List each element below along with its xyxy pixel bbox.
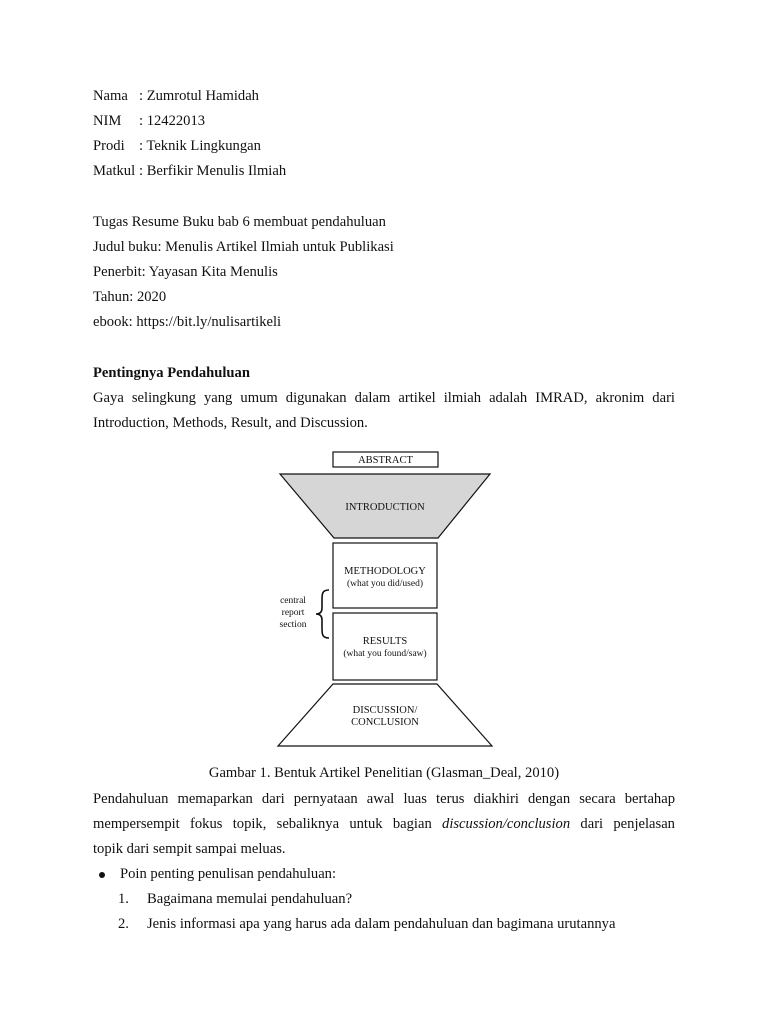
abstract-label: ABSTRACT xyxy=(358,455,413,466)
paragraph-2-line-2 xyxy=(93,814,675,834)
paragraph-1-line-2: Introduction, Methods, Result, and Discussion. xyxy=(93,415,368,431)
results-sublabel: (what you found/saw) xyxy=(343,649,427,659)
paragraph-2-line-1: Pendahuluan memaparkan dari pernyataan awal luas terus diakhiri dengan secara bertahap xyxy=(93,791,675,807)
imrad-figure xyxy=(260,448,510,753)
task-line: Tugas Resume Buku bab 6 membuat pendahuluan xyxy=(93,214,386,230)
book-title-line: Judul buku: Menulis Artikel Ilmiah untuk Publikasi xyxy=(93,239,394,255)
identity-label: Prodi xyxy=(93,138,125,154)
numbered-item-1-text: Bagaimana memulai pendahuluan? xyxy=(147,891,353,907)
results-label: RESULTS xyxy=(362,636,408,647)
paragraph-2-line-3: topik dari sempit sampai meluas. xyxy=(93,841,286,857)
side-label-section: section xyxy=(279,620,307,630)
side-label-report: report xyxy=(281,608,305,618)
identity-label: NIM xyxy=(93,113,122,129)
identity-label: Nama xyxy=(93,88,128,104)
paragraph-2-line-2-b: dari penjelasan xyxy=(580,816,675,832)
bullet-main-text: Poin penting penulisan pendahuluan: xyxy=(120,866,337,882)
paragraph-1-line-1: Gaya selingkung yang umum digunakan dalam artikel ilmiah adalah IMRAD, akronim dari xyxy=(93,390,675,406)
figure-caption: Gambar 1. Bentuk Artikel Penelitian (Glasman_Deal, 2010) xyxy=(208,765,560,781)
methodology-sublabel: (what you did/used) xyxy=(347,579,423,589)
numbered-item-1-number: 1. xyxy=(118,891,129,907)
publisher-line: Penerbit: Yayasan Kita Menulis xyxy=(93,264,278,280)
section-heading: Pentingnya Pendahuluan xyxy=(93,365,250,381)
identity-row-nim xyxy=(93,111,205,131)
introduction-label: INTRODUCTION xyxy=(345,502,425,513)
year-line: Tahun: 2020 xyxy=(93,289,167,305)
numbered-item-2-number: 2. xyxy=(118,916,129,932)
paragraph-2-line-2-a: mempersempit fokus topik, sebaliknya untuk bagian xyxy=(93,816,432,832)
identity-value: : Zumrotul Hamidah xyxy=(139,88,259,104)
identity-row-prodi xyxy=(93,136,261,156)
identity-value: : Berfikir Menulis Ilmiah xyxy=(139,163,287,179)
identity-value: : 12422013 xyxy=(139,113,206,129)
identity-row-matkul xyxy=(93,161,286,181)
discussion-conclusion-term: discussion/conclusion xyxy=(442,816,571,832)
side-label-central: central xyxy=(280,596,306,606)
identity-label: Matkul xyxy=(93,163,136,179)
methodology-label: METHODOLOGY xyxy=(344,566,426,577)
bullet-icon xyxy=(99,872,105,878)
numbered-item-2-text: Jenis informasi apa yang harus ada dalam pendahuluan dan bagimana urutannya xyxy=(147,916,616,932)
identity-row-nama xyxy=(93,86,259,106)
brace-icon xyxy=(316,590,329,638)
discussion-label-1: DISCUSSION/ xyxy=(352,705,418,716)
ebook-line: ebook: https://bit.ly/nulisartikeli xyxy=(93,314,282,330)
identity-value: : Teknik Lingkungan xyxy=(139,138,261,154)
discussion-label-2: CONCLUSION xyxy=(351,717,419,728)
